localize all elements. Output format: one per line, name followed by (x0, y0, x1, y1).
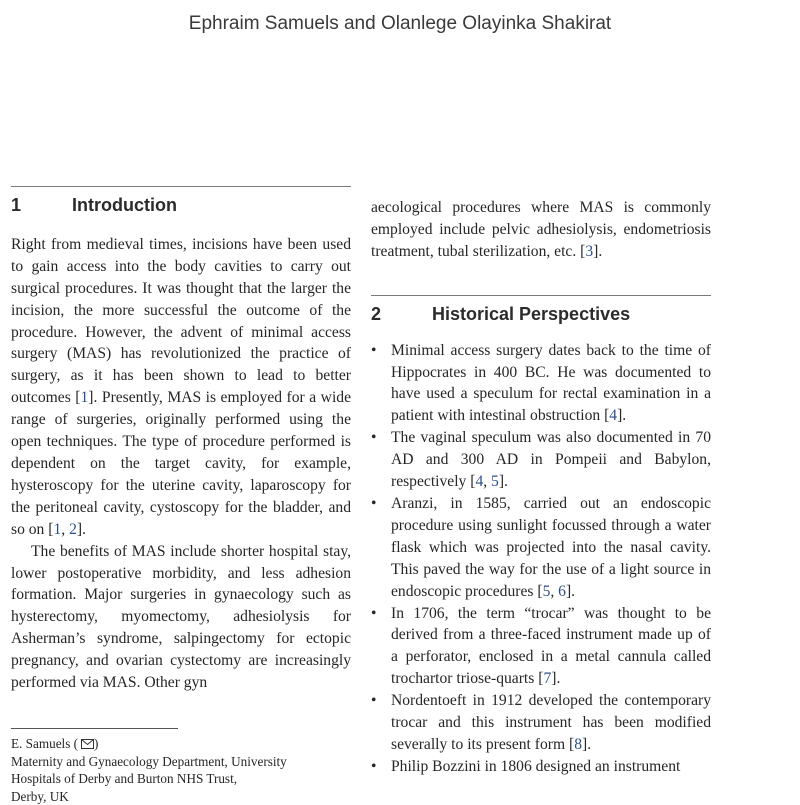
list-item: • Nordentoeft in 1912 developed the contemporary trocar and this instrument has been modified severally to its present form [8]. (371, 690, 711, 756)
intro-paragraph-1: Right from medieval times, incisions have been used to gain access into the body cavities to carry out surgical procedures. It was thought that the larger the incision, the more successful the outcome of the procedure. However, the advent of minimal access surgery (MAS) has revolutionized the practice of surgery, as it has been shown to lead to better outcomes [1]. Presently, MAS is employed for a wide range of surgeries, originally performed using the open techniques. The type of procedure performed is dependent on the target cavity, for example, hysteroscopy for the uterine cavity, laparoscopy for the peritoneal cavity, cystoscopy for the bladder, and so on [1, 2]. (11, 235, 351, 538)
citation-link[interactable]: 4 (475, 473, 484, 491)
citation-link[interactable]: 1 (80, 389, 89, 407)
footnote-author: E. Samuels ( ) (11, 735, 351, 753)
list-item: • Minimal access surgery dates back to the time of Hippocrates in 400 BC. He was documented to have used a speculum for rectal examination in a patient with intestinal obstruction [4]. (371, 340, 711, 428)
citation-link[interactable]: 7 (543, 670, 552, 688)
author-affiliation-footnote (11, 735, 351, 805)
footnote-affiliation-line: Hospitals of Derby and Burton NHS Trust, (11, 771, 238, 787)
author-line: Ephraim Samuels and Olanlege Olayinka Shakirat (188, 13, 612, 34)
citation-link[interactable]: 5 (491, 473, 499, 491)
left-column (11, 186, 351, 694)
citation-link[interactable]: 1 (53, 520, 62, 538)
list-item: • Philip Bozzini in 1806 designed an instrument (371, 756, 711, 778)
intro-paragraph-2: The benefits of MAS include shorter hospital stay, lower postoperative morbidity, and less adhesion formation. Major surgeries in gynaecology such as hysterectomy, myomectomy, adhesiolysis for Asherman’s syndrome, salpingectomy for ectopic pregnancy, and ovarian cystectomy are increasingly performed via MAS. Other gyn (11, 542, 351, 692)
citation-link[interactable]: 2 (69, 520, 77, 538)
section-number: 1 (11, 195, 22, 215)
intro-paragraph-continuation: aecological procedures where MAS is commonly employed include pelvic adhesiolysis, endometriosis treatment, tubal sterilization, etc. [3]. (371, 199, 711, 260)
citation-link[interactable]: 8 (574, 735, 582, 753)
citation-link[interactable]: 4 (609, 407, 618, 425)
section-title: Introduction (72, 195, 177, 215)
footnote-affiliation-line: Maternity and Gynaecology Department, University (11, 754, 287, 770)
citation-link[interactable]: 3 (585, 242, 594, 260)
list-item: • Aranzi, in 1585, carried out an endoscopic procedure using sunlight focussed through a water flask which was projected into the nasal cavity. This paved the way for the use of a light source in endoscopic procedures [5, 6]. (371, 493, 711, 603)
section-title: Historical Perspectives (432, 303, 631, 324)
right-column (371, 197, 711, 778)
footnote-affiliation-line: Derby, UK (11, 788, 69, 804)
list-item: • In 1706, the term “trocar” was thought to be derived from a three-faced instrument made up of a perforator, enclosed in a metal cannula called trochartor triose-quarts [7]. (371, 603, 711, 691)
footnote-rule (11, 728, 178, 729)
list-item: • The vaginal speculum was also documented in 70 AD and 300 AD in Pompeii and Babylon, respectively [4, 5]. (371, 427, 711, 493)
section-heading-introduction (11, 195, 351, 217)
citation-link[interactable]: 5 (542, 582, 551, 600)
section-heading-historical-perspectives (371, 304, 711, 326)
history-bullet-list (371, 340, 711, 778)
section-rule (371, 295, 711, 296)
citation-link[interactable]: 6 (558, 582, 566, 600)
envelope-icon[interactable] (81, 736, 94, 753)
section-rule (11, 186, 351, 187)
section-number: 2 (371, 303, 382, 324)
